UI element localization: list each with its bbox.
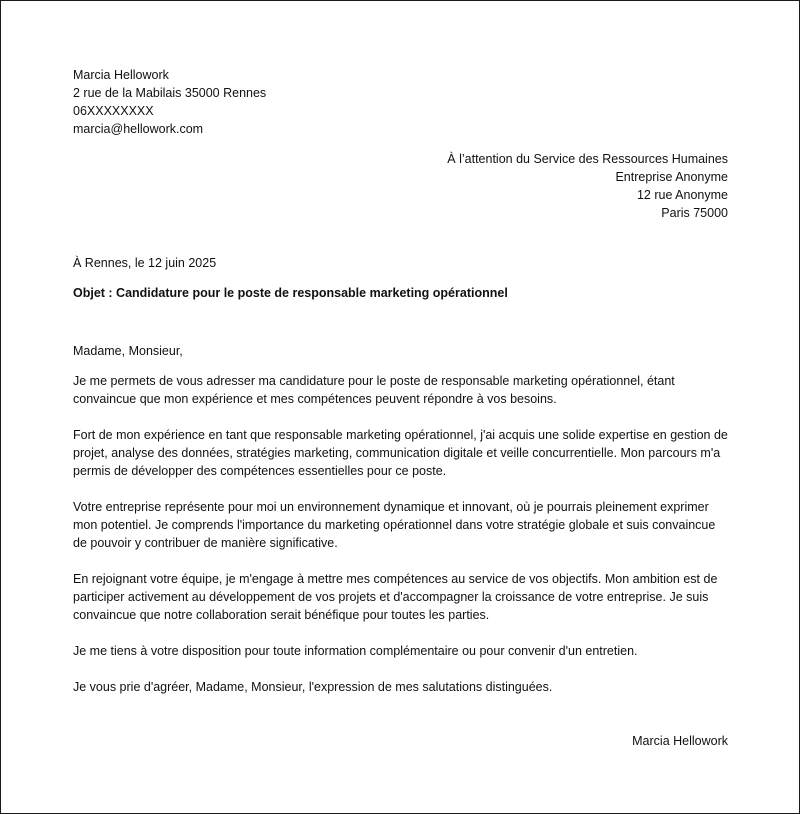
sender-phone: 06XXXXXXXX [73,104,154,118]
body-paragraph: Je me tiens à votre disposition pour toute information complémentaire ou pour convenir d'un entretien. [73,644,638,658]
body-paragraph: Je me permets de vous adresser ma candidature pour le poste de responsable marketing opérationnel, étant convaincue que mon expérience et mes compétences peuvent répondre à vos besoins. [73,374,675,406]
closing-paragraph: Je vous prie d'agréer, Madame, Monsieur, l'expression de mes salutations distinguées. [73,680,553,694]
sender-email: marcia@hellowork.com [73,122,204,136]
salutation: Madame, Monsieur, [73,344,183,358]
body-paragraph: En rejoignant votre équipe, je m'engage à mettre mes compétences au service de vos objectifs. Mon ambition est de participer activement au développement de vos projets et d'accompagner la croissance de votre entreprise. Je suis convaincue que notre collaboration serait bénéfique pour toutes les parties. [73,572,718,622]
sender-block [73,66,728,138]
recipient-attention: À l’attention du Service des Ressources Humaines [447,152,728,166]
signature: Marcia Hellowork [632,734,728,748]
recipient-street: 12 rue Anonyme [636,188,728,202]
body-paragraph: Votre entreprise représente pour moi un environnement dynamique et innovant, où je pourrais pleinement exprimer mon potentiel. Je comprends l'importance du marketing opérationnel dans votre stratégie globale et suis convaincue de pouvoir y contribuer de manière significative. [73,500,716,550]
recipient-block [73,150,728,222]
subject-line: Objet : Candidature pour le poste de responsable marketing opérationnel [73,286,508,300]
body-paragraph: Fort de mon expérience en tant que responsable marketing opérationnel, j'ai acquis une solide expertise en gestion de projet, analyse des données, stratégies marketing, communication digitale et veille concurrentielle. Mon parcours m'a permis de développer des compétences essentielles pour ce poste. [73,428,728,478]
recipient-company: Entreprise Anonyme [615,170,728,184]
sender-address: 2 rue de la Mabilais 35000 Rennes [73,86,267,100]
sender-name: Marcia Hellowork [73,68,169,82]
date-line: À Rennes, le 12 juin 2025 [73,256,217,270]
recipient-city: Paris 75000 [661,206,728,220]
